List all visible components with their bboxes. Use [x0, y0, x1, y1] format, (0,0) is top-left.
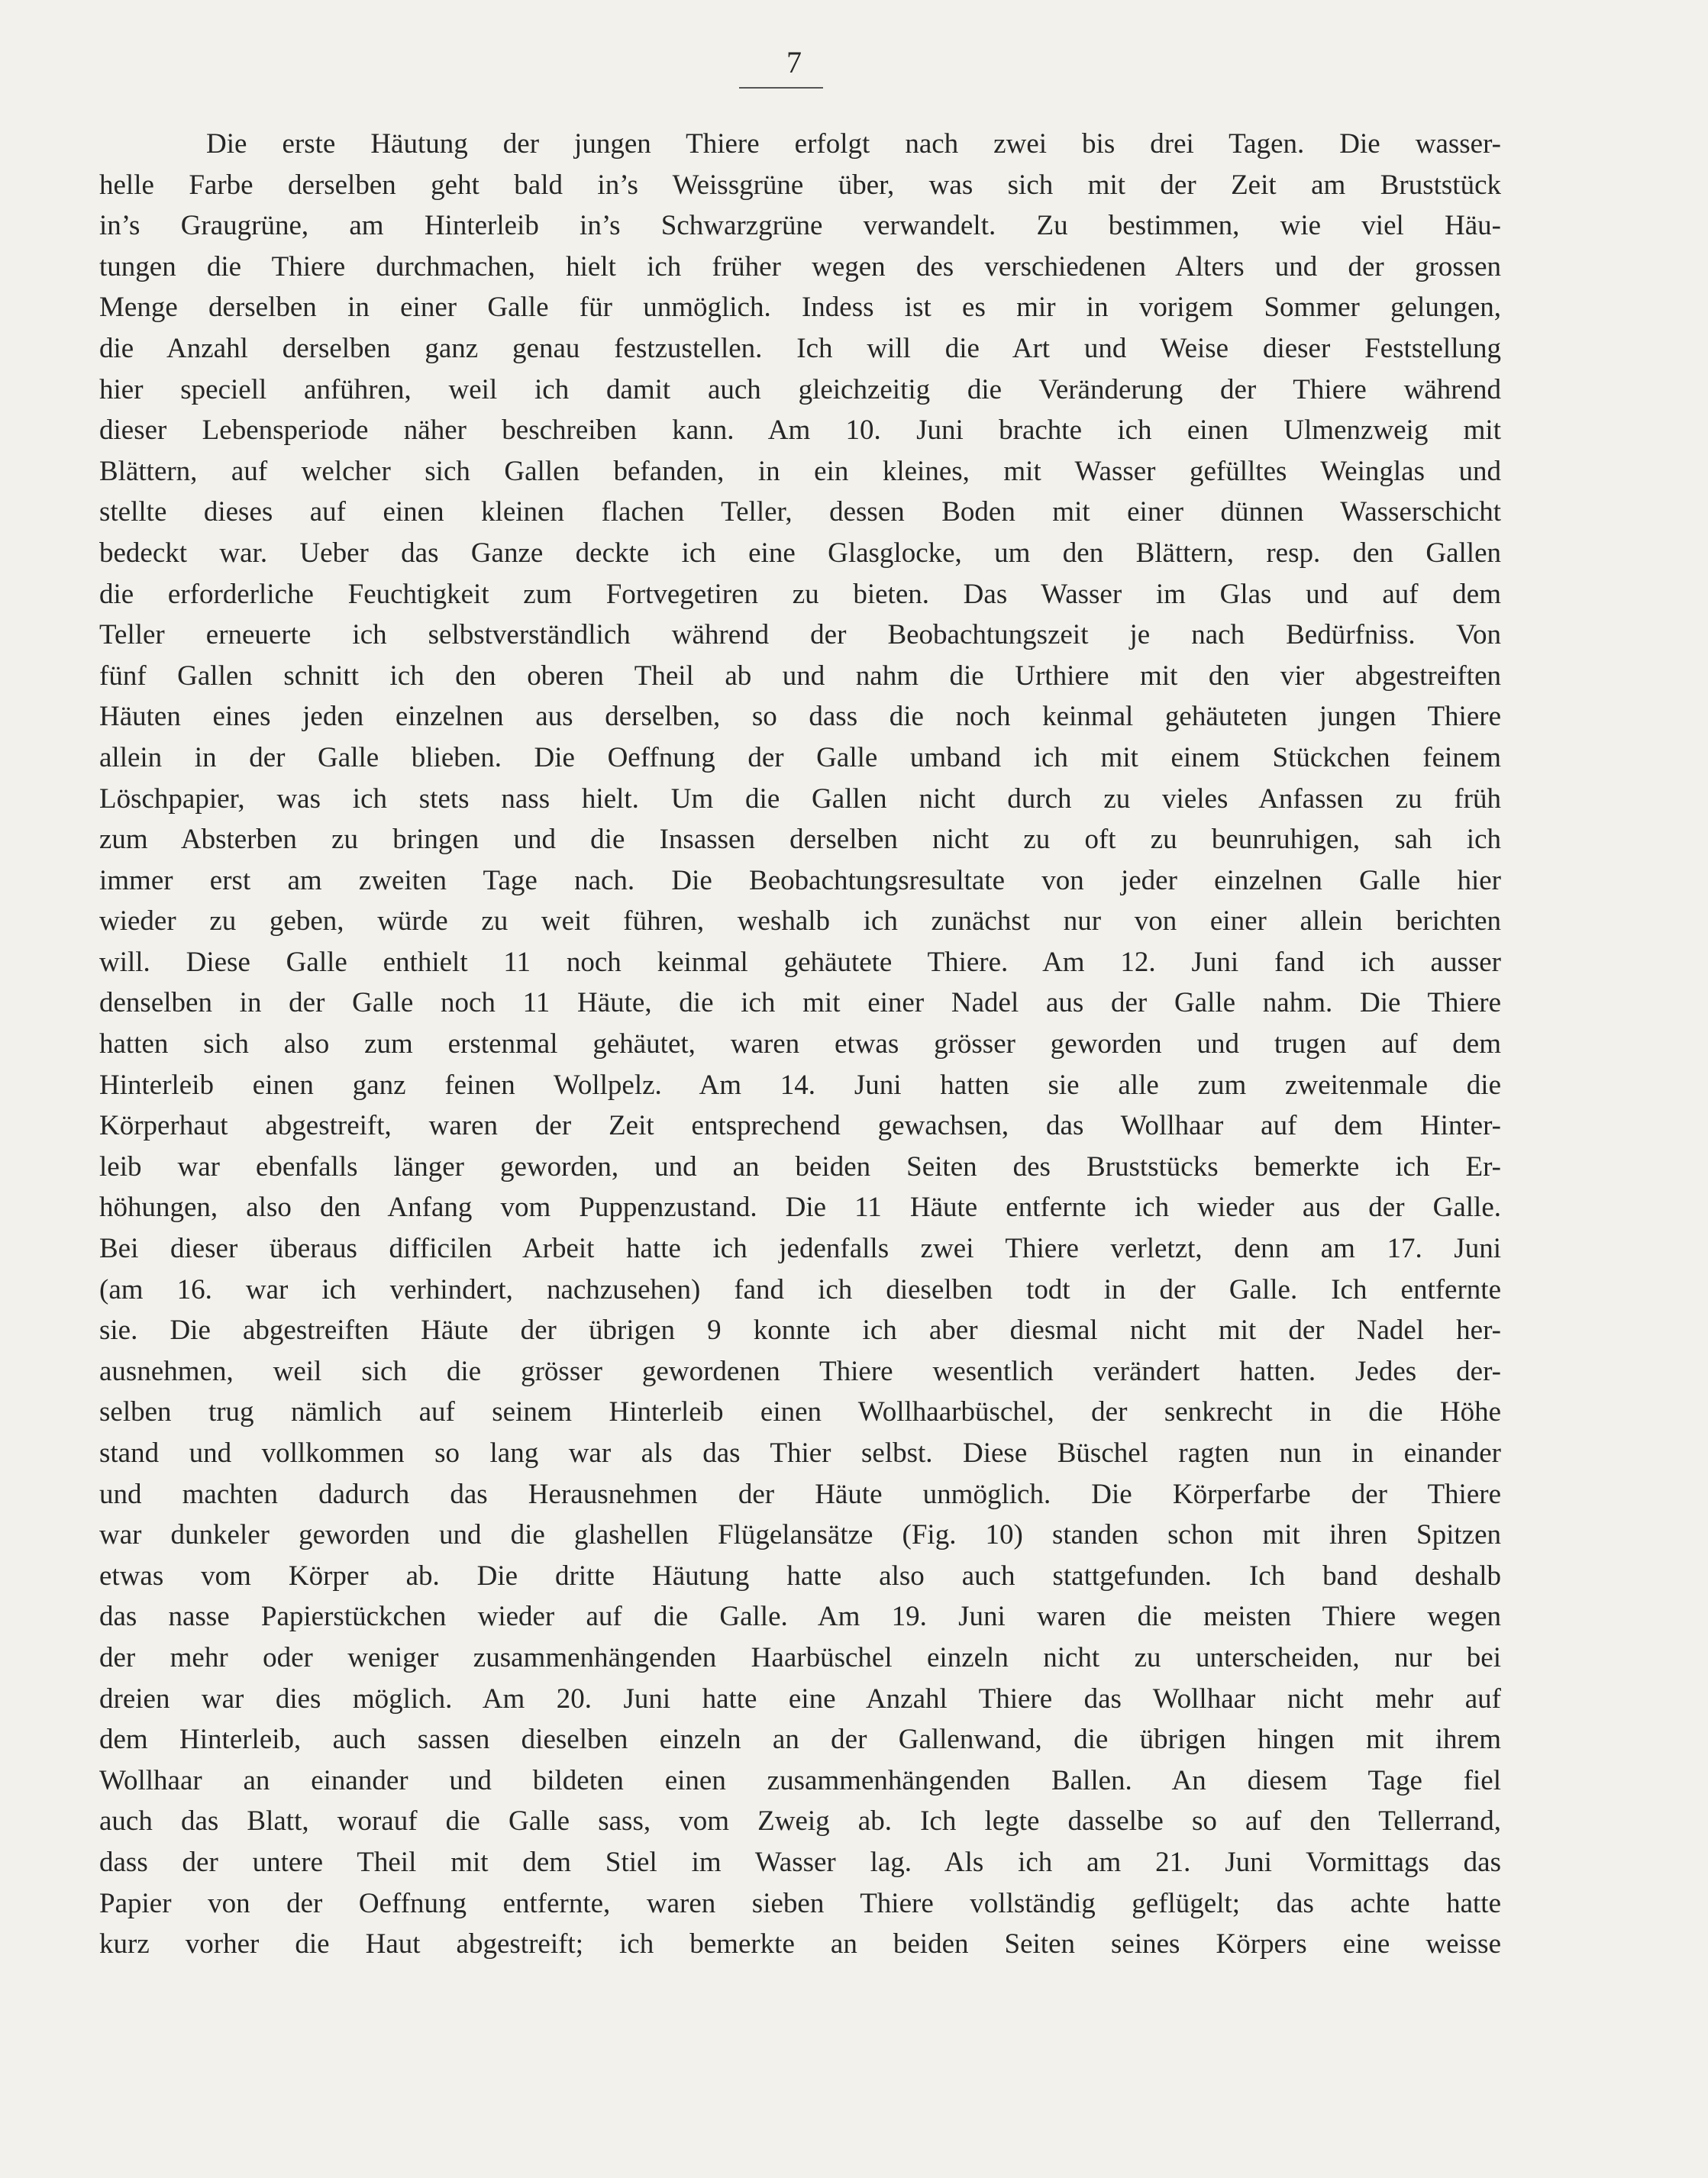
text-line: sie. Die abgestreiften Häute der übrigen 9 konnte ich aber diesmal nicht mit der Nadel her- [99, 1315, 1501, 1347]
text-line [99, 1965, 1501, 2006]
text-line: auch das Blatt, worauf die Galle sass, vom Zweig ab. Ich legte dasselbe so auf den Tellerrand, [99, 1805, 1501, 1838]
text-line: Wollhaar an einander und bildeten einen zusammenhängenden Ballen. An diesem Tage fiel [99, 1764, 1501, 1796]
text-line: Häuten eines jeden einzelnen aus derselben, so dass die noch keinmal gehäuteten jungen Thiere [99, 701, 1501, 733]
text-line: Blättern, auf welcher sich Gallen befanden, in ein kleines, mit Wasser gefülltes Weinglas und [99, 455, 1501, 487]
header-rule [739, 87, 823, 89]
text-line: zum Absterben zu bringen und die Insassen derselben nicht zu oft zu beunruhigen, sah ich [99, 824, 1501, 856]
text-line: stand und vollkommen so lang war als das Thier selbst. Diese Büschel ragten nun in einander [99, 1437, 1501, 1469]
text-line: Bei dieser überaus difficilen Arbeit hatte ich jedenfalls zwei Thiere verletzt, denn am 17. Juni [99, 1233, 1501, 1265]
text-line: Hinterleib einen ganz feinen Wollpelz. Am 14. Juni hatten sie alle zum zweitenmale die [99, 1069, 1501, 1101]
text-line: stellte dieses auf einen kleinen flachen Teller, dessen Boden mit einer dünnen Wasserschicht [99, 496, 1501, 528]
text-line: wieder zu geben, würde zu weit führen, weshalb ich zunächst nur von einer allein berichten [99, 905, 1501, 937]
text-line: immer erst am zweiten Tage nach. Die Beobachtungsresultate von jeder einzelnen Galle hier [99, 864, 1501, 896]
text-line: fünf Gallen schnitt ich den oberen Theil ab und nahm die Urthiere mit den vier abgestreiften [99, 660, 1501, 692]
text-line: Teller erneuerte ich selbstverständlich während der Beobachtungszeit je nach Bedürfniss. Von [99, 619, 1501, 651]
text-line: will. Diese Galle enthielt 11 noch keinmal gehäutete Thiere. Am 12. Juni fand ich ausser [99, 946, 1501, 978]
text-line: (am 16. war ich verhindert, nachzusehen) fand ich dieselben todt in der Galle. Ich entfernte [99, 1273, 1501, 1305]
text-line: Die erste Häutung der jungen Thiere erfolgt nach zwei bis drei Tagen. Die wasser- [206, 128, 1501, 160]
text-line: bedeckt war. Ueber das Ganze deckte ich eine Glasglocke, um den Blättern, resp. den Gallen [99, 537, 1501, 569]
text-line: Löschpapier, was ich stets nass hielt. Um die Gallen nicht durch zu vieles Anfassen zu früh [99, 782, 1501, 815]
text-line: hier speciell anführen, weil ich damit auch gleichzeitig die Veränderung der Thiere während [99, 373, 1501, 405]
text-line: dem Hinterleib, auch sassen dieselben einzeln an der Gallenwand, die übrigen hingen mit ihrem [99, 1724, 1501, 1756]
text-line: dass der untere Theil mit dem Stiel im Wasser lag. Als ich am 21. Juni Vormittags das [99, 1846, 1501, 1878]
text-line: das nasse Papierstückchen wieder auf die Galle. Am 19. Juni waren die meisten Thiere wegen [99, 1601, 1501, 1633]
text-line: Körperhaut abgestreift, waren der Zeit entsprechend gewachsen, das Wollhaar auf dem Hinter- [99, 1110, 1501, 1142]
body-text [99, 124, 1501, 2005]
text-line: Papier von der Oeffnung entfernte, waren sieben Thiere vollständig geflügelt; das achte hatte [99, 1887, 1501, 1919]
text-line: dreien war dies möglich. Am 20. Juni hatte eine Anzahl Thiere das Wollhaar nicht mehr auf [99, 1683, 1501, 1715]
text-line: etwas vom Körper ab. Die dritte Häutung hatte also auch stattgefunden. Ich band deshalb [99, 1560, 1501, 1592]
text-line: Menge derselben in einer Galle für unmöglich. Indess ist es mir in vorigem Sommer gelungen, [99, 292, 1501, 324]
text-line: die erforderliche Feuchtigkeit zum Fortvegetiren zu bieten. Das Wasser im Glas und auf dem [99, 578, 1501, 610]
text-line: höhungen, also den Anfang vom Puppenzustand. Die 11 Häute entfernte ich wieder aus der Galle. [99, 1192, 1501, 1224]
text-line: der mehr oder weniger zusammenhängenden Haarbüschel einzeln nicht zu unterscheiden, nur bei [99, 1641, 1501, 1673]
text-line: denselben in der Galle noch 11 Häute, die ich mit einer Nadel aus der Galle nahm. Die Thiere [99, 987, 1501, 1019]
text-line: in’s Graugrüne, am Hinterleib in’s Schwarzgrüne verwandelt. Zu bestimmen, wie viel Häu- [99, 210, 1501, 242]
text-line: kurz vorher die Haut abgestreift; ich bemerkte an beiden Seiten seines Körpers eine weisse [99, 1928, 1501, 1960]
text-line: tungen die Thiere durchmachen, hielt ich früher wegen des verschiedenen Alters und der grossen [99, 250, 1501, 282]
text-line: leib war ebenfalls länger geworden, und an beiden Seiten des Bruststücks bemerkte ich Er- [99, 1150, 1501, 1183]
text-line: allein in der Galle blieben. Die Oeffnung der Galle umband ich mit einem Stückchen feinem [99, 741, 1501, 773]
text-line: selben trug nämlich auf seinem Hinterleib einen Wollhaarbüschel, der senkrecht in die Höhe [99, 1396, 1501, 1428]
text-line: und machten dadurch das Herausnehmen der Häute unmöglich. Die Körperfarbe der Thiere [99, 1478, 1501, 1510]
page-number: 7 [786, 45, 802, 79]
text-line: hatten sich also zum erstenmal gehäutet, waren etwas grösser geworden und trugen auf dem [99, 1028, 1501, 1060]
text-line: die Anzahl derselben ganz genau festzustellen. Ich will die Art und Weise dieser Feststellung [99, 332, 1501, 364]
text-line: ausnehmen, weil sich die grösser gewordenen Thiere wesentlich verändert hatten. Jedes der- [99, 1355, 1501, 1387]
text-line: dieser Lebensperiode näher beschreiben kann. Am 10. Juni brachte ich einen Ulmenzweig mit [99, 415, 1501, 447]
text-line: war dunkeler geworden und die glashellen Flügelansätze (Fig. 10) standen schon mit ihren Spitzen [99, 1519, 1501, 1551]
text-line: helle Farbe derselben geht bald in’s Weissgrüne über, was sich mit der Zeit am Bruststück [99, 169, 1501, 201]
